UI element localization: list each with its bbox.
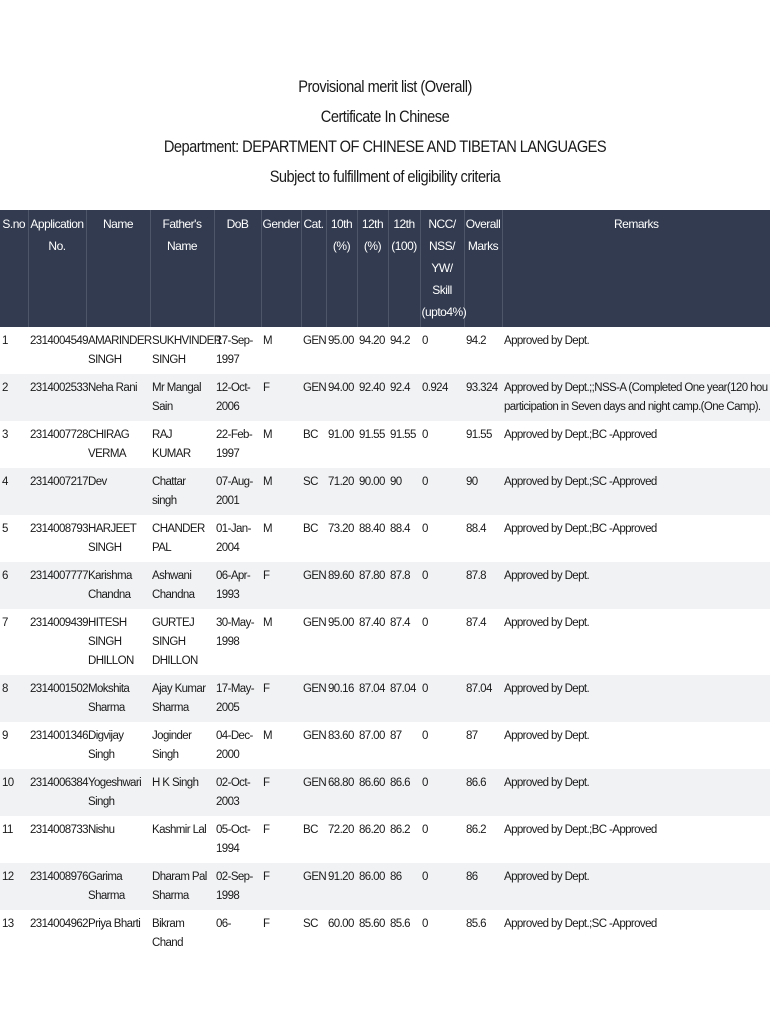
twelfth-100-cell: 86.6	[388, 769, 420, 816]
tenth-cell: 95.00	[328, 335, 354, 347]
dob-cell: 06-Apr-1993	[214, 562, 261, 609]
remarks-cell	[502, 468, 770, 515]
father-name-cell: Bikram Chand	[152, 918, 185, 949]
name-cell: HITESH SINGH DHILLON	[88, 617, 134, 667]
sno-cell: 9	[2, 730, 8, 742]
gender-cell: M	[263, 730, 272, 742]
remarks-line: Approved by Dept.;BC -Approved	[504, 523, 657, 535]
father-name-cell: Kashmir Lal	[152, 824, 207, 836]
sno-cell: 3	[2, 429, 8, 441]
table-row	[0, 722, 770, 769]
overall-marks-cell: 87.4	[466, 617, 486, 629]
name-cell: HARJEET SINGH	[88, 523, 136, 554]
gender-cell: F	[261, 769, 301, 816]
col-dob: DoB	[214, 210, 261, 327]
sno-cell: 6	[0, 562, 28, 609]
application-no-cell: 2314009439	[30, 617, 88, 629]
application-no-cell: 2314006384	[28, 769, 86, 816]
sno-cell: 11	[2, 824, 13, 836]
ncc-cell: 0	[420, 562, 464, 609]
dob-cell: 30-May-1998	[216, 617, 254, 648]
father-name-cell: GURTEJ SINGH DHILLON	[152, 617, 198, 667]
sno-cell: 1	[2, 335, 8, 347]
table-row	[0, 816, 770, 863]
dob-cell: 17-Sep-1997	[216, 335, 253, 366]
tenth-cell: 89.60	[326, 562, 357, 609]
category-cell: GEN	[303, 617, 327, 629]
tenth-cell: 90.16	[326, 675, 357, 722]
twelfth-100-cell: 87	[390, 730, 402, 742]
tenth-cell: 95.00	[328, 617, 354, 629]
application-no-cell: 2314004549	[30, 335, 88, 347]
remarks-cell	[502, 374, 770, 421]
table-header-row	[0, 210, 770, 327]
ncc-cell: 0	[422, 429, 428, 441]
col-category: Cat.	[301, 210, 326, 327]
table-row	[0, 863, 770, 910]
name-cell: Garima Sharma	[86, 863, 150, 910]
twelfth-100-cell: 86	[388, 863, 420, 910]
overall-marks-cell: 93.324	[464, 374, 502, 421]
overall-marks-cell: 87.04	[464, 675, 502, 722]
category-cell: GEN	[301, 863, 326, 910]
remarks-line: Approved by Dept.;BC -Approved	[504, 429, 657, 441]
ncc-cell: 0	[422, 730, 428, 742]
tenth-cell: 68.80	[326, 769, 357, 816]
ncc-cell: 0.924	[420, 374, 464, 421]
tenth-cell: 73.20	[328, 523, 354, 535]
category-cell: BC	[303, 523, 318, 535]
ncc-cell: 0	[422, 335, 428, 347]
remarks-line: Approved by Dept.	[504, 777, 590, 789]
sno-cell: 10	[0, 769, 28, 816]
overall-marks-cell: 91.55	[466, 429, 492, 441]
gender-cell: F	[261, 374, 301, 421]
application-no-cell: 2314001502	[28, 675, 86, 722]
category-cell: GEN	[301, 374, 326, 421]
dob-cell: 02-Sep-1998	[214, 863, 261, 910]
name-cell: Digvijay Singh	[88, 730, 124, 761]
dob-cell: 22-Feb-1997	[216, 429, 253, 460]
dob-cell: 05-Oct-1994	[216, 824, 251, 855]
ncc-cell: 0	[420, 769, 464, 816]
dob-cell: 06-	[216, 918, 231, 930]
document-heading	[0, 72, 770, 192]
sno-cell: 8	[0, 675, 28, 722]
table-row	[0, 769, 770, 816]
course-name: Certificate In Chinese	[320, 107, 450, 126]
category-cell: GEN	[303, 730, 327, 742]
sno-cell: 12	[0, 863, 28, 910]
father-name-cell: RAJ KUMAR	[152, 429, 191, 460]
remarks-cell	[502, 769, 770, 816]
twelfth-100-cell: 88.4	[390, 523, 410, 535]
overall-marks-cell: 86.2	[466, 824, 486, 836]
remarks-line: Approved by Dept.	[504, 570, 590, 582]
twelfth-cell: 87.00	[359, 730, 385, 742]
name-cell: Karishma Chandna	[86, 562, 150, 609]
father-name-cell: Ashwani Chandna	[150, 562, 214, 609]
gender-cell: M	[261, 468, 301, 515]
overall-marks-cell: 86.6	[464, 769, 502, 816]
remarks-line: Approved by Dept.;SC -Approved	[504, 918, 657, 930]
tenth-cell: 71.20	[326, 468, 357, 515]
col-father-name: Father's Name	[150, 210, 214, 327]
gender-cell: M	[263, 523, 272, 535]
name-cell: Dev	[86, 468, 150, 515]
dob-cell: 12-Oct-2006	[214, 374, 261, 421]
sno-cell: 4	[0, 468, 28, 515]
ncc-cell: 0	[422, 617, 428, 629]
ncc-cell: 0	[422, 918, 428, 930]
category-cell: SC	[301, 468, 326, 515]
gender-cell: F	[261, 675, 301, 722]
father-name-cell: SUKHVINDER SINGH	[152, 335, 222, 366]
table-row	[0, 562, 770, 609]
ncc-cell: 0	[420, 675, 464, 722]
col-application-no: Application No.	[28, 210, 86, 327]
col-overall-marks: Overall Marks	[464, 210, 502, 327]
twelfth-100-cell: 87.4	[390, 617, 410, 629]
remarks-cell	[502, 609, 770, 675]
twelfth-100-cell: 94.2	[390, 335, 410, 347]
gender-cell: F	[263, 918, 270, 930]
remarks-cell	[502, 816, 770, 863]
remarks-line: Approved by Dept.;;NSS-A (Completed One year(120 hou	[504, 382, 768, 394]
application-no-cell: 2314007728	[30, 429, 88, 441]
twelfth-cell: 92.40	[357, 374, 388, 421]
name-cell: Mokshita Sharma	[86, 675, 150, 722]
gender-cell: M	[263, 617, 272, 629]
sno-cell: 13	[2, 918, 14, 930]
col-sno: S.no	[0, 210, 28, 327]
twelfth-100-cell: 85.6	[390, 918, 410, 930]
table-row	[0, 910, 770, 957]
gender-cell: F	[263, 824, 270, 836]
gender-cell: M	[263, 335, 272, 347]
category-cell: SC	[303, 918, 318, 930]
category-cell: BC	[303, 824, 318, 836]
table-body	[0, 327, 770, 957]
twelfth-cell: 91.55	[359, 429, 385, 441]
remarks-cell	[502, 675, 770, 722]
tenth-cell: 91.20	[326, 863, 357, 910]
tenth-cell: 94.00	[326, 374, 357, 421]
department-name: Department: DEPARTMENT OF CHINESE AND TIBETAN LANGUAGES	[163, 137, 607, 156]
twelfth-cell: 90.00	[357, 468, 388, 515]
gender-cell: F	[261, 863, 301, 910]
overall-marks-cell: 88.4	[466, 523, 486, 535]
twelfth-100-cell: 91.55	[390, 429, 416, 441]
twelfth-100-cell: 87.04	[388, 675, 420, 722]
dob-cell: 17-May-2005	[214, 675, 261, 722]
father-name-cell: Mr Mangal Sain	[150, 374, 214, 421]
application-no-cell: 2314004962	[30, 918, 88, 930]
col-remarks: Remarks	[502, 210, 770, 327]
ncc-cell: 0	[420, 468, 464, 515]
eligibility-note: Subject to fulfillment of eligibility criteria	[269, 167, 501, 186]
table-row	[0, 515, 770, 562]
ncc-cell: 0	[422, 523, 428, 535]
remarks-cell	[502, 722, 770, 769]
category-cell: GEN	[301, 562, 326, 609]
twelfth-100-cell: 87.8	[388, 562, 420, 609]
col-10th: 10th (%)	[326, 210, 357, 327]
category-cell: GEN	[301, 675, 326, 722]
col-12th-percent: 12th (%)	[357, 210, 388, 327]
sno-cell: 5	[2, 523, 8, 535]
twelfth-100-cell: 86.2	[390, 824, 410, 836]
father-name-cell: Chattar singh	[150, 468, 214, 515]
name-cell: Neha Rani	[86, 374, 150, 421]
category-cell: GEN	[301, 769, 326, 816]
tenth-cell: 72.20	[328, 824, 354, 836]
gender-cell: F	[261, 562, 301, 609]
list-title: Provisional merit list (Overall)	[298, 77, 472, 96]
dob-cell: 02-Oct-2003	[214, 769, 261, 816]
remarks-cell	[502, 515, 770, 562]
father-name-cell: CHANDER PAL	[152, 523, 205, 554]
application-no-cell: 2314001346	[30, 730, 88, 742]
dob-cell: 01-Jan-2004	[216, 523, 251, 554]
name-cell: Yogeshwari Singh	[86, 769, 150, 816]
remarks-line: Approved by Dept.	[504, 617, 590, 629]
remarks-line: Approved by Dept.	[504, 335, 590, 347]
remarks-cell	[502, 562, 770, 609]
twelfth-cell: 94.20	[359, 335, 385, 347]
dob-cell: 07-Aug-2001	[214, 468, 261, 515]
name-cell: Nishu	[88, 824, 115, 836]
overall-marks-cell: 86	[464, 863, 502, 910]
application-no-cell: 2314008976	[28, 863, 86, 910]
remarks-line: Approved by Dept.;BC -Approved	[504, 824, 657, 836]
table-row	[0, 327, 770, 374]
col-gender: Gender	[261, 210, 301, 327]
twelfth-cell: 87.40	[359, 617, 385, 629]
remarks-line: Approved by Dept.	[504, 730, 590, 742]
twelfth-cell: 87.04	[357, 675, 388, 722]
table-row	[0, 468, 770, 515]
name-cell: Priya Bharti	[88, 918, 141, 930]
dob-cell: 04-Dec-2000	[216, 730, 253, 761]
twelfth-cell: 86.00	[357, 863, 388, 910]
category-cell: BC	[303, 429, 318, 441]
remarks-line: Approved by Dept.;SC -Approved	[504, 476, 657, 488]
remarks-cell	[502, 421, 770, 468]
remarks-cell	[502, 863, 770, 910]
table-row	[0, 374, 770, 421]
table-row	[0, 675, 770, 722]
remarks-line: Approved by Dept.	[504, 683, 590, 695]
father-name-cell: Dharam Pal Sharma	[150, 863, 214, 910]
twelfth-100-cell: 92.4	[388, 374, 420, 421]
tenth-cell: 91.00	[328, 429, 354, 441]
twelfth-cell: 87.80	[357, 562, 388, 609]
gender-cell: M	[263, 429, 272, 441]
application-no-cell: 2314007217	[28, 468, 86, 515]
ncc-cell: 0	[420, 863, 464, 910]
col-12th-100: 12th (100)	[388, 210, 420, 327]
overall-marks-cell: 94.2	[466, 335, 486, 347]
twelfth-cell: 86.60	[357, 769, 388, 816]
name-cell: CHIRAG VERMA	[88, 429, 130, 460]
remarks-line: Approved by Dept.	[504, 871, 590, 883]
overall-marks-cell: 87	[466, 730, 478, 742]
application-no-cell: 2314008733	[30, 824, 88, 836]
application-no-cell: 2314002533	[28, 374, 86, 421]
tenth-cell: 83.60	[328, 730, 354, 742]
table-row	[0, 609, 770, 675]
col-ncc-nss: NCC/ NSS/ YW/ Skill (upto4%)	[420, 210, 464, 327]
remarks-line-2: participation in Seven days and night camp.(One Camp).	[504, 401, 761, 413]
merit-list-table	[0, 210, 770, 957]
category-cell: GEN	[303, 335, 327, 347]
twelfth-cell: 85.60	[359, 918, 385, 930]
overall-marks-cell: 85.6	[466, 918, 486, 930]
table-row	[0, 421, 770, 468]
remarks-cell	[502, 327, 770, 374]
application-no-cell: 2314008793	[30, 523, 88, 535]
twelfth-cell: 86.20	[359, 824, 385, 836]
application-no-cell: 2314007777	[28, 562, 86, 609]
col-name: Name	[86, 210, 150, 327]
sno-cell: 7	[2, 617, 8, 629]
ncc-cell: 0	[422, 824, 428, 836]
name-cell: AMARINDER SINGH	[88, 335, 152, 366]
twelfth-cell: 88.40	[359, 523, 385, 535]
sno-cell: 2	[0, 374, 28, 421]
overall-marks-cell: 90	[464, 468, 502, 515]
remarks-cell	[502, 910, 770, 957]
twelfth-100-cell: 90	[388, 468, 420, 515]
overall-marks-cell: 87.8	[464, 562, 502, 609]
father-name-cell: H K Singh	[150, 769, 214, 816]
father-name-cell: Ajay Kumar Sharma	[150, 675, 214, 722]
tenth-cell: 60.00	[328, 918, 354, 930]
father-name-cell: Joginder Singh	[152, 730, 192, 761]
